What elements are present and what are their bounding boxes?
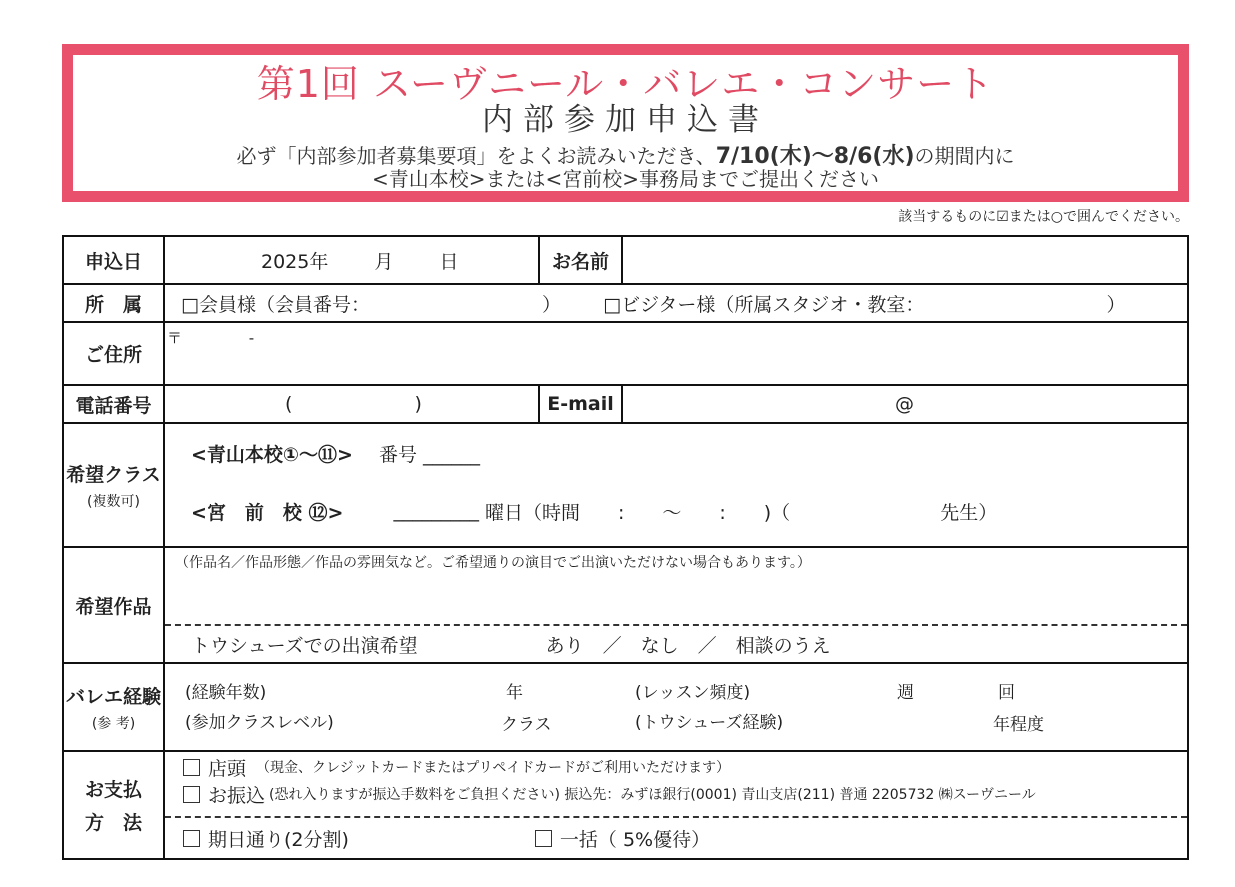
email-at: @ xyxy=(895,393,914,415)
phone-open: ( xyxy=(285,393,293,415)
date-day: 日 xyxy=(439,250,459,273)
name-field[interactable] xyxy=(622,236,1188,284)
exp-week: 週 xyxy=(897,683,914,703)
exp-years-label: (経験年数) xyxy=(185,683,267,703)
exp-year-unit: 年 xyxy=(506,683,523,703)
date-label: 申込日 xyxy=(63,236,164,284)
transfer-label: お振込 xyxy=(208,784,266,807)
visitor-option[interactable]: □ビジター様（所属スタジオ・教室： xyxy=(603,293,925,316)
row-payment xyxy=(63,751,1188,859)
installment-checkbox[interactable] xyxy=(183,830,200,847)
submission-note xyxy=(73,145,1178,190)
row-date-name xyxy=(63,236,1188,284)
class-field[interactable] xyxy=(164,423,1188,547)
row-affiliation xyxy=(63,284,1188,322)
work-field[interactable] xyxy=(164,547,1188,663)
store-checkbox[interactable] xyxy=(183,759,200,776)
installment-label: 期日通り(2分割) xyxy=(208,828,349,851)
store-label: 店頭 xyxy=(208,757,247,780)
payment-label xyxy=(63,751,164,859)
experience-label-text: バレエ経験 xyxy=(65,685,161,708)
note-period: 7/10(木)〜8/6(水) xyxy=(715,144,915,169)
lump-label: 一括（ 5%優待） xyxy=(559,828,711,851)
email-label: E-mail xyxy=(539,385,622,423)
page-subtitle: 内部参加申込書 xyxy=(482,102,769,138)
address-label: ご住所 xyxy=(63,322,164,385)
payment-label-2: 方 法 xyxy=(84,812,142,834)
miyamae-day-blank[interactable]: _________ xyxy=(393,500,479,522)
miyamae-teacher: 先生） xyxy=(940,501,998,524)
postal-mark: 〒 xyxy=(167,329,183,347)
affiliation-field[interactable] xyxy=(164,284,1188,322)
phone-field[interactable] xyxy=(164,385,539,423)
exp-frequency-label: (レッスン頻度) xyxy=(635,683,751,703)
work-note: （作品名／作品形態／作品の雰囲気など。ご希望通りの演目でご出演いただけない場合もあります。） xyxy=(175,555,811,571)
address-field[interactable] xyxy=(164,322,1188,385)
exp-level-label: (参加クラスレベル) xyxy=(185,713,334,733)
application-form xyxy=(62,235,1189,860)
class-label xyxy=(63,423,164,547)
lump-checkbox[interactable] xyxy=(535,830,552,847)
exp-times: 回 xyxy=(998,683,1015,703)
name-label: お名前 xyxy=(539,236,622,284)
miyamae-label: <宮 前 校 ⑫> xyxy=(191,501,344,524)
pointe-question: トウシューズでの出演希望 xyxy=(191,634,418,657)
date-year: 2025年 xyxy=(261,250,329,273)
miyamae-time[interactable]: 曜日（時間 : 〜 : )（ xyxy=(484,501,791,524)
class-label-text: 希望クラス xyxy=(66,463,161,486)
pointe-options[interactable]: あり ／ なし ／ 相談のうえ xyxy=(545,634,831,657)
aoyama-label: <青山本校①〜⑪> xyxy=(191,443,353,466)
payment-label-1: お支払 xyxy=(84,779,142,801)
row-class xyxy=(63,423,1188,547)
page-title: 第1回 スーヴニール・バレエ・コンサート xyxy=(256,62,995,106)
row-phone-email xyxy=(63,385,1188,423)
note-post: の期間内に xyxy=(914,144,1015,168)
store-note: （現金、クレジットカードまたはプリペイドカードがご利用いただけます） xyxy=(256,760,730,776)
note-pre: 必ず「内部参加者募集要項」をよくお読みいただき、 xyxy=(236,144,716,168)
header-box xyxy=(62,44,1189,202)
class-label-sub: (複数可) xyxy=(87,493,140,510)
work-label: 希望作品 xyxy=(63,547,164,663)
experience-field[interactable] xyxy=(164,663,1188,751)
phone-label: 電話番号 xyxy=(63,385,164,423)
exp-pointe-label: (トウシューズ経験) xyxy=(635,713,784,733)
experience-label xyxy=(63,663,164,751)
transfer-checkbox[interactable] xyxy=(183,786,200,803)
note-line2: <青山本校>または<宮前校>事務局までご提出ください xyxy=(371,167,880,191)
exp-about: 年程度 xyxy=(993,715,1044,735)
postal-dash: - xyxy=(248,329,255,347)
visitor-close: ） xyxy=(1106,293,1126,316)
aoyama-number[interactable]: 番号 ______ xyxy=(378,443,480,466)
row-experience xyxy=(63,663,1188,751)
member-close: ） xyxy=(542,293,562,316)
email-field[interactable] xyxy=(622,385,1188,423)
member-option[interactable]: □会員様（会員番号： xyxy=(181,293,370,316)
payment-field xyxy=(164,751,1188,859)
row-address xyxy=(63,322,1188,385)
phone-close: ) xyxy=(414,393,422,415)
pointe-row xyxy=(165,624,1187,662)
experience-label-sub: (参 考) xyxy=(91,715,136,732)
date-month: 月 xyxy=(374,250,394,273)
affiliation-label: 所 属 xyxy=(63,284,164,322)
date-field[interactable] xyxy=(164,236,539,284)
row-work xyxy=(63,547,1188,663)
transfer-note: (恐れ入りますが振込手数料をご負担ください) 振込先：みずほ銀行(0001) 青山支店(211) 普通 2205732 ㈱スーヴニール xyxy=(269,787,1036,803)
instruction-hint: 該当するものに☑または○で囲んでください。 xyxy=(898,209,1189,225)
exp-class-unit: クラス xyxy=(501,715,552,735)
